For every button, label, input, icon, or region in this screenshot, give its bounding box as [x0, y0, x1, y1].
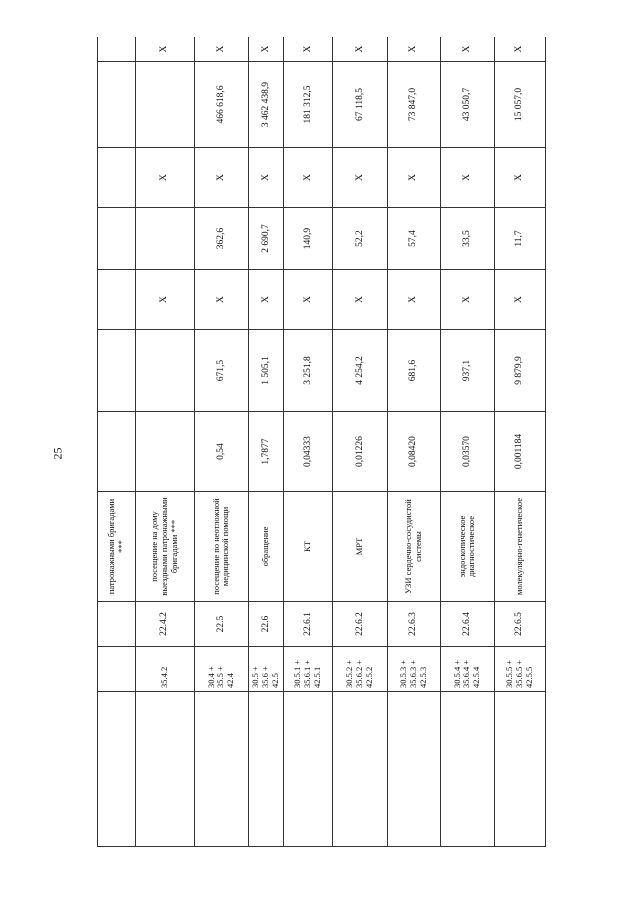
table-cell-c1 — [441, 692, 494, 847]
table-cell-c8: 2 690,7 — [249, 208, 284, 270]
table-row — [494, 37, 545, 847]
table-cell-c7: X — [494, 270, 545, 330]
table-row — [136, 37, 195, 847]
table-cell-c7: X — [194, 270, 248, 330]
table-cell-c10: 466 618,6 — [194, 62, 248, 148]
table-row — [249, 37, 284, 847]
table-cell-c7: X — [441, 270, 494, 330]
table-cell-c3: 22.6.2 — [333, 602, 387, 647]
table-cell-c6: 681,6 — [387, 330, 440, 412]
table-cell-c8: 140,9 — [283, 208, 332, 270]
table-cell-c6: 9 879,9 — [494, 330, 545, 412]
table-cell-c4: посещение на дому выездными патронажными бригадами *** — [136, 492, 195, 602]
table-cell-c9: X — [249, 148, 284, 208]
table-cell-c2: 35.4.2 — [136, 647, 195, 692]
table-row — [441, 37, 494, 847]
table-cell-c4: КТ — [283, 492, 332, 602]
table-cell-c11: X — [283, 37, 332, 62]
table-cell-c11: X — [441, 37, 494, 62]
table-cell-c6: 3 251,8 — [283, 330, 332, 412]
table-row — [283, 37, 332, 847]
table-cell-c1 — [194, 692, 248, 847]
table-cell-c5: 1,7877 — [249, 412, 284, 492]
table-cell-c9: X — [136, 148, 195, 208]
table-cell-c4: молекулярно-генетическое — [494, 492, 545, 602]
table-cell-c7: X — [333, 270, 387, 330]
table-cell-c3: 22.6.5 — [494, 602, 545, 647]
table-cell-c4: посещение по неотложной медицинской помощи — [194, 492, 248, 602]
table-cell-c2 — [98, 647, 136, 692]
table-cell-c2: 30.5.3 + 35.6.3 + 42.5.3 — [387, 647, 440, 692]
table-cell-c11: X — [494, 37, 545, 62]
table-cell-c7: X — [249, 270, 284, 330]
table-cell-c5: 0,04333 — [283, 412, 332, 492]
table-cell-c4: МРТ — [333, 492, 387, 602]
table-cell-c10: 15 057,0 — [494, 62, 545, 148]
table-cell-c2: 30.5 + 35.6 + 42.5 — [249, 647, 284, 692]
table-cell-c7: X — [283, 270, 332, 330]
table-cell-c4: УЗИ сердечно-сосудистой системы — [387, 492, 440, 602]
page-number: 25 — [50, 447, 65, 460]
table-cell-c1 — [387, 692, 440, 847]
table-cell-c5 — [98, 412, 136, 492]
table-cell-c2: 30.5.4 + 35.6.4 + 42.5.4 — [441, 647, 494, 692]
table-cell-c3: 22.6.1 — [283, 602, 332, 647]
table-cell-c11 — [98, 37, 136, 62]
table-cell-c8 — [98, 208, 136, 270]
table-cell-c8: 57,4 — [387, 208, 440, 270]
table-cell-c5: 0,08420 — [387, 412, 440, 492]
table-cell-c11: X — [136, 37, 195, 62]
table-cell-c5: 0,54 — [194, 412, 248, 492]
table-cell-c5: 0,01226 — [333, 412, 387, 492]
table-cell-c3: 22.6.3 — [387, 602, 440, 647]
table-cell-c10: 181 312,5 — [283, 62, 332, 148]
table-row — [333, 37, 387, 847]
table-row — [98, 37, 136, 847]
table-cell-c10: 73 847,0 — [387, 62, 440, 148]
table-cell-c9: X — [387, 148, 440, 208]
table-cell-c8 — [136, 208, 195, 270]
table-cell-c1 — [494, 692, 545, 847]
table-cell-c11: X — [194, 37, 248, 62]
table-cell-c3: 22.6 — [249, 602, 284, 647]
table-cell-c2: 30.5.1 + 35.6.1 + 42.5.1 — [283, 647, 332, 692]
table-cell-c9: X — [283, 148, 332, 208]
table-cell-c7: X — [136, 270, 195, 330]
table-cell-c6: 4 254,2 — [333, 330, 387, 412]
table-cell-c10 — [98, 62, 136, 148]
table-cell-c1 — [136, 692, 195, 847]
table-cell-c6 — [98, 330, 136, 412]
table-cell-c11: X — [387, 37, 440, 62]
table-cell-c3: 22.4.2 — [136, 602, 195, 647]
table-cell-c1 — [249, 692, 284, 847]
table-cell-c2: 30.4 + 35.5 + 42.4 — [194, 647, 248, 692]
table-cell-c11: X — [333, 37, 387, 62]
table-cell-c4: патронажными бригадами *** — [98, 492, 136, 602]
table-cell-c1 — [98, 692, 136, 847]
table-cell-c1 — [283, 692, 332, 847]
table-cell-c10: 67 118,5 — [333, 62, 387, 148]
table-row — [387, 37, 440, 847]
table-cell-c4: эндоскопическое диагностическое — [441, 492, 494, 602]
table-frame — [97, 37, 546, 847]
table-cell-c2: 30.5.2 + 35.6.2 + 42.5.2 — [333, 647, 387, 692]
table-cell-c1 — [333, 692, 387, 847]
table-cell-c11: X — [249, 37, 284, 62]
table-cell-c5 — [136, 412, 195, 492]
table-cell-c8: 52,2 — [333, 208, 387, 270]
table-cell-c9: X — [494, 148, 545, 208]
table-cell-c6: 937,1 — [441, 330, 494, 412]
table-cell-c6: 1 505,1 — [249, 330, 284, 412]
table-cell-c9: X — [194, 148, 248, 208]
table-cell-c4: обращение — [249, 492, 284, 602]
table-cell-c5: 0,03570 — [441, 412, 494, 492]
table-cell-c7 — [98, 270, 136, 330]
table-cell-c3: 22.6.4 — [441, 602, 494, 647]
table-cell-c10 — [136, 62, 195, 148]
table-cell-c6: 671,5 — [194, 330, 248, 412]
table-cell-c10: 3 462 438,9 — [249, 62, 284, 148]
table-cell-c9 — [98, 148, 136, 208]
table-cell-c9: X — [333, 148, 387, 208]
tariff-table — [97, 37, 546, 847]
table-cell-c5: 0,001184 — [494, 412, 545, 492]
table-cell-c8: 11,7 — [494, 208, 545, 270]
table-cell-c10: 43 050,7 — [441, 62, 494, 148]
table-row — [194, 37, 248, 847]
table-cell-c3: 22.5 — [194, 602, 248, 647]
table-cell-c8: 33,5 — [441, 208, 494, 270]
table-cell-c2: 30.5.5 + 35.6.5 + 42.5.5 — [494, 647, 545, 692]
table-cell-c6 — [136, 330, 195, 412]
table-cell-c3 — [98, 602, 136, 647]
table-cell-c9: X — [441, 148, 494, 208]
table-cell-c7: X — [387, 270, 440, 330]
table-cell-c8: 362,6 — [194, 208, 248, 270]
